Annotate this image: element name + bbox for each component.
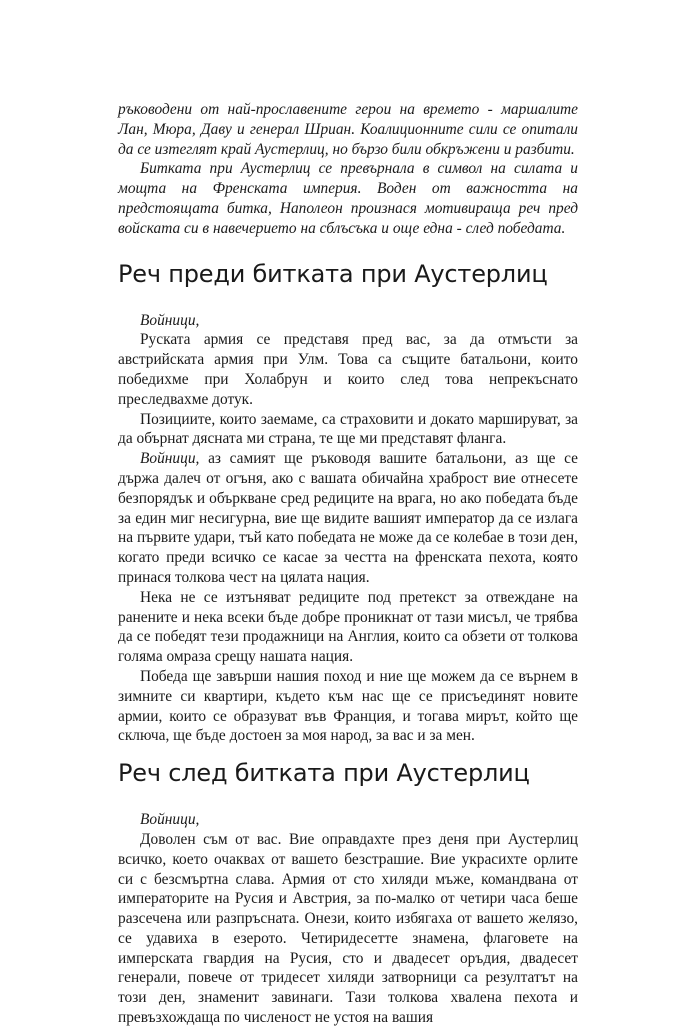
speech-before-greeting: Войници, <box>140 311 200 329</box>
speech-before-paragraph-3 <box>118 449 578 588</box>
page-content <box>118 100 578 1028</box>
speech-before-paragraph-1: Руската армия се представя пред вас, за да отмъсти за австрийската армия при Улм. Това са същите батальони, които победихме при Холабрун и които след това непрекъснато преследвахме дотук. <box>118 331 578 408</box>
intro-paragraph-1: ръководени от най-прославените герои на времето - маршалите Лан, Мюра, Даву и генерал Шриан. Коалиционните сили се опитали да се изтеглят край Аустерлиц, но бързо били обкръжени и разбити. <box>118 101 578 158</box>
speech-before-paragraph-4: Нека не се изтъняват редиците под претекст за отвеждане на ранените и нека всеки бъде добре проникнат от тази мисъл, че трябва да се победят тези продажници на Англия, които са обзети от толкова голяма омраза срещу нашата нация. <box>118 588 578 666</box>
speech-before-paragraph-5: Победа ще завърши нашия поход и ние ще можем да се върнем в зимните си квартири, където към нас ще се присъединят новите армии, които се образуват във Франция, и тогава мирът, който ще сключа, ще бъде достоен за моя народ, за вас и за мен. <box>118 667 578 745</box>
heading-speech-before: Реч преди битката при Аустерлиц <box>118 259 548 288</box>
speech-after-greeting: Войници, <box>140 811 200 829</box>
speech-before-paragraph-3-rest: аз самият ще ръководя вашите батальони, аз ще се държа далеч от огъня, ако с вашата обичайна храброст вие отнесете безпорядък и объркване сред редиците на врага, но ако победата бъде за един миг несигурна, вие ще видите вашият император да се излага на първите удари, тъй като победата не може да се колебае в този ден, когато преди всичко се касае за честта на френската пехота, която принася толкова чест на цялата нация. <box>118 450 578 586</box>
heading-speech-after: Реч след битката при Аустерлиц <box>118 759 530 788</box>
intro-paragraph-2: Битката при Аустерлиц се превърнала в символ на силата и мощта на Френската империя. Воден от важността на предстоящата битка, Наполеон произнася мотивираща реч пред войската си в навечерието на сблъсъка и още една - след победата. <box>118 160 578 237</box>
speech-after-paragraph-1: Доволен съм от вас. Вие оправдахте през деня при Аустерлиц всичко, което очаквах от вашето безстрашие. Вие украсихте орлите си с безсмъртна слава. Армия от сто хиляди мъже, командвана от императорите на Русия и Австрия, за по-малко от четири часа беше разсечена или разпръсната. Онези, които избягаха от вашето желязо, се удавиха в езерото. Четиридесетте знамена, флаговете на имперската гвардия на Русия, сто и двадесет оръдия, двадесет генерали, повече от тридесет хиляди затворници са резултатът на този ден, знаменит завинаги. Тази толкова хвалена пехота и превъзхождаща по численост не устоя на вашия <box>118 830 578 1027</box>
speech-before-paragraph-2: Позициите, които заемаме, са страховити и докато маршируват, за да обърнат дясната ми страна, те ще ми представят фланга. <box>118 410 578 448</box>
speech-before-paragraph-3-lead: Войници, <box>140 450 200 468</box>
